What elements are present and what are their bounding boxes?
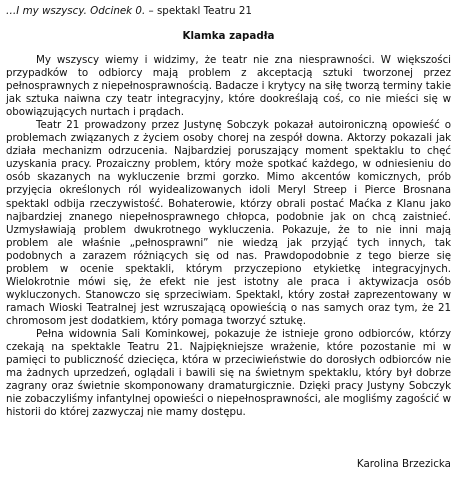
article-paragraph-2: Teatr 21 prowadzony przez Justynę Sobczyk pokazał autoironiczną opowieść o problemach związanych z życiem osoby chorej na zespół downa. Aktorzy pokazali jak działa mechanizm odrzucenia. Najbardziej poruszający moment spektaklu to chęć uzyskania pracy. Prozaiczny problem, który może spotkać każdego, w odniesieniu do osób skazanych na wykluczenie brzmi gorzko. Mimo akcentów komicznych, prób przyjęcia określonych ról wyidealizowanych idoli Meryl Streep i Pierce Brosnana spektakl odbija rzeczywistość. Bohaterowie, którzy obrali postać Maćka z Klanu jako najbardziej znanego niepełnosprawnego chłopca, podobnie jak on chcą zaistnieć. Uzmysławiają problem dwukrotnego wykluczenia. Pokazuje, że to nie inni mają problem ale właśnie „pełnosprawni” nie wiedzą jak przyjąć tych innych, tak podobnych a zarazem różniących się od nas. Prawdopodobnie z tego bierze się problem w ocenie spektakli, którym przyczepiono etykietkę integracyjnych. Wielokrotnie mówi się, że efekt nie jest istotny ale praca i aktywizacja osób wykluczonych. Stanowczo się sprzeciwiam. Spektakl, który został zaprezentowany w ramach Wioski Teatralnej jest wzruszającą opowieścią o nas samych oraz tym, że 21 chromosom jest dodatkiem, który pomaga tworzyć sztukę. bbox=[6, 119, 451, 327]
article-paragraph-3: Pełna widownia Sali Kominkowej, pokazuje że istnieje grono odbiorców, którzy czekają na spektakle Teatru 21. Najpiękniejsze wrażenie, które pozostanie mi w pamięci to publiczność dziecięca, która w przeciwieństwie do dorosłych odbiorców nie ma żadnych uprzedzeń, oglądali i bawili się na świetnym spektaklu, który był dobrze zagrany oraz świetnie skomponowany dramaturgicznie. Dzięki pracy Justyny Sobczyk nie zobaczyliśmy infantylnej opowieści o niepełnosprawności, ale mogliśmy zagościć w historii do której zazwyczaj nie mamy dostępu. bbox=[6, 327, 451, 419]
page-header bbox=[6, 5, 451, 18]
author-signature: Karolina Brzezicka bbox=[356, 458, 451, 470]
header-title-italic: …I my wszyscy. Odcinek 0. bbox=[6, 5, 146, 17]
article-title: Klamka zapadła bbox=[182, 30, 275, 42]
article-page bbox=[6, 5, 451, 419]
header-title-rest: – spektakl Teatru 21 bbox=[145, 5, 252, 17]
article-paragraph-1: My wszyscy wiemy i widzimy, że teatr nie zna niesprawności. W większości przypadków to odbiorcy mają problem z akceptacją sztuki tworzonej przez pełnosprawnych z niepełnosprawnością. Badacze i krytycy na siłę tworzą terminy takie jak sztuka naiwna czy teatr integracyjny, które dookreślają coś, co nie mieści się w obowiązujących nurtach i prądach. bbox=[6, 54, 451, 119]
